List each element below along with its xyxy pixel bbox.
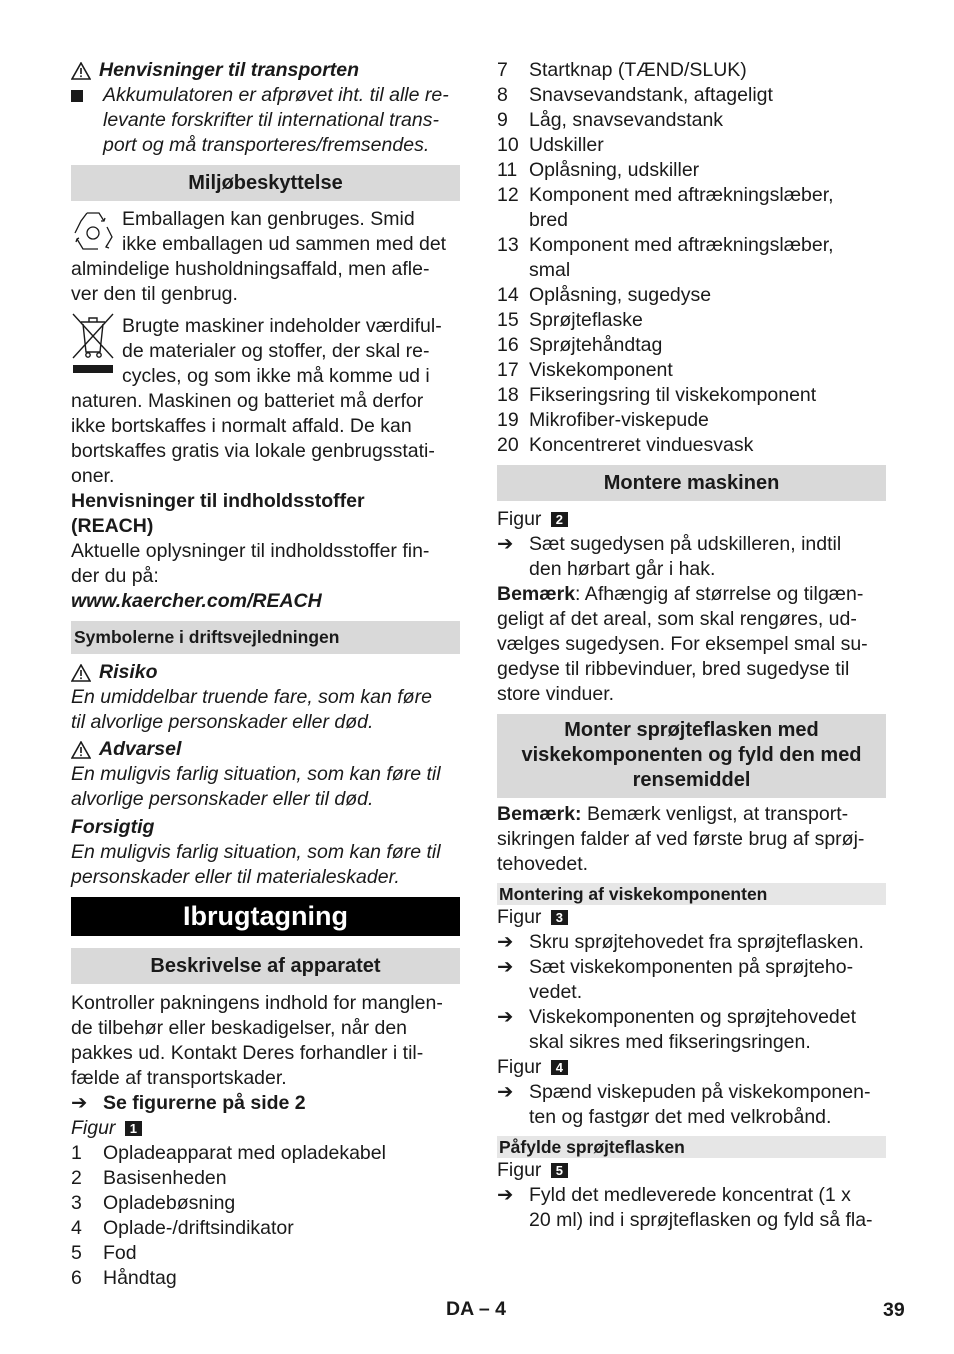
item-text: bred	[529, 209, 569, 231]
text-line: Akkumulatoren er afprøvet iht. til alle re-	[103, 84, 449, 106]
figure-number-badge: 1	[125, 1121, 142, 1136]
list-item	[71, 1216, 460, 1241]
item-text: Håndtag	[103, 1267, 177, 1289]
list-item	[71, 1241, 460, 1266]
transport-heading	[71, 58, 460, 83]
text-line: der du på:	[71, 565, 159, 587]
figure-label: Figur	[497, 906, 542, 928]
right-column	[497, 58, 886, 1233]
text-line: personskader eller til materialeskader.	[71, 866, 400, 888]
caution-heading: Forsigtig	[71, 816, 155, 838]
text-line: gedyse til ribbevinduer, bred sugedyse til	[497, 658, 850, 680]
text-line: pakkes ud. Kontakt Deres forhandler i til-	[71, 1042, 424, 1064]
text-line: ten og fastgør det med velkrobånd.	[529, 1106, 832, 1128]
text-line: En muligvis farlig situation, som kan føre til	[71, 763, 441, 785]
heading-line: viskekomponenten og fyld den med	[521, 744, 862, 766]
text-line: Viskekomponenten og sprøjtehovedet	[529, 1006, 857, 1028]
text-line: almindelige husholdningsaffald, men afle-	[71, 258, 430, 280]
list-item	[497, 133, 886, 158]
text-line: naturen. Maskinen og batteriet må derfor	[71, 390, 424, 412]
page-number: 39	[883, 1299, 905, 1321]
heading-line: Monter sprøjteflasken med	[564, 719, 819, 741]
figure-label: Figur	[497, 508, 542, 530]
reach-link[interactable]: www.kaercher.com/REACH	[71, 590, 322, 612]
figure-number-badge: 2	[551, 512, 568, 527]
list-item	[497, 308, 886, 333]
note-label: Bemærk	[497, 583, 576, 605]
see-figures-text: Se figurerne på side 2	[103, 1092, 306, 1114]
text-line: sikringen falder af ved første brug af sprøj-	[497, 828, 865, 850]
item-number: 3	[71, 1192, 82, 1214]
arrow-right-icon: ➔	[497, 533, 514, 555]
item-number: 19	[497, 409, 519, 431]
environment-heading: Miljøbeskyttelse	[71, 165, 460, 201]
arrow-right-icon: ➔	[497, 1006, 514, 1028]
list-item	[497, 383, 886, 408]
item-text: Opladeapparat med opladekabel	[103, 1142, 386, 1164]
item-number: 20	[497, 434, 519, 456]
parts-list-continued	[497, 58, 886, 458]
text-line: Kontroller pakningens indhold for manglen-	[71, 992, 443, 1014]
packaging-paragraph	[71, 207, 460, 307]
text-line: ikke bortskaffes i normalt affald. De kan	[71, 415, 412, 437]
text-line: levante forskrifter til international trans-	[103, 109, 439, 131]
heading-line: rensemiddel	[632, 769, 751, 791]
parts-list	[71, 1141, 460, 1291]
list-item	[71, 1166, 460, 1191]
text-line: Aktuelle oplysninger til indholdsstoffer fin-	[71, 540, 430, 562]
item-number: 9	[497, 109, 508, 131]
mount-heading: Montere maskinen	[497, 465, 886, 501]
text-line: Sæt viskekomponenten på sprøjteho-	[529, 956, 854, 978]
text-line: skal sikres med fikseringsringen.	[529, 1031, 811, 1053]
list-item	[497, 83, 886, 108]
reach-heading: Henvisninger til indholdsstoffer	[71, 490, 365, 512]
list-item	[497, 333, 886, 358]
text-line: 20 ml) ind i sprøjteflasken og fyld så fla-	[529, 1209, 873, 1231]
crossed-bin-icon	[71, 312, 115, 376]
item-number: 6	[71, 1267, 82, 1289]
item-text: Basisenheden	[103, 1167, 227, 1189]
text-line: : Afhængig af størrelse og tilgæn-	[575, 583, 864, 605]
list-item	[71, 1266, 460, 1291]
list-item	[497, 433, 886, 458]
item-number: 2	[71, 1167, 82, 1189]
wipe-component-heading: Montering af viskekomponenten	[497, 883, 886, 905]
transport-bullet	[71, 83, 460, 158]
text-line: tehovedet.	[497, 853, 589, 875]
text-line: Spænd viskepuden på viskekomponen-	[529, 1081, 871, 1103]
text-line: En muligvis farlig situation, som kan føre til	[71, 841, 441, 863]
arrow-right-icon: ➔	[497, 956, 514, 978]
text-line: geligt af det areal, som skal rengøres, ud-	[497, 608, 857, 630]
item-text: Oplade-/driftsindikator	[103, 1217, 294, 1239]
item-text: Viskekomponent	[529, 359, 673, 381]
disposal-paragraph	[71, 314, 460, 489]
item-number: 8	[497, 84, 508, 106]
list-item	[71, 1191, 460, 1216]
text-line: ver den til genbrug.	[71, 283, 238, 305]
warning-triangle-icon	[71, 62, 91, 80]
list-item	[497, 283, 886, 308]
symbols-heading: Symbolerne i driftsvejledningen	[71, 621, 460, 654]
item-number: 11	[497, 159, 518, 181]
item-number: 12	[497, 184, 519, 206]
figure-label: Figur	[71, 1117, 116, 1139]
text-line: vælges sugedysen. For eksempel smal su-	[497, 633, 868, 655]
text-line: Brugte maskiner indeholder værdiful-	[122, 315, 442, 337]
arrow-right-icon: ➔	[497, 931, 514, 953]
text-line: Bemærk venligst, at transport-	[581, 803, 849, 825]
transport-heading-text: Henvisninger til transporten	[99, 59, 360, 81]
item-text: Oplåsning, udskiller	[529, 159, 700, 181]
instruction-step	[497, 930, 886, 955]
list-item	[71, 1141, 460, 1166]
text-line: fælde af transportskader.	[71, 1067, 287, 1089]
item-number: 13	[497, 234, 519, 256]
item-text: Fikseringsring til viskekomponent	[529, 384, 817, 406]
item-number: 10	[497, 134, 519, 156]
text-line: de materialer og stoffer, der skal re-	[122, 340, 430, 362]
text-line: vedet.	[529, 981, 583, 1003]
text-line: En umiddelbar truende fare, som kan føre	[71, 686, 432, 708]
text-line: til alvorlige personskader eller død.	[71, 711, 374, 733]
figure-label: Figur	[497, 1056, 542, 1078]
figure-reference	[497, 1158, 886, 1183]
note-label: Bemærk:	[497, 803, 582, 825]
text-line: Fyld det medleverede koncentrat (1 x	[529, 1184, 851, 1206]
warning-triangle-icon	[71, 741, 91, 759]
item-number: 17	[497, 359, 519, 381]
item-number: 14	[497, 284, 519, 306]
text-line: oner.	[71, 465, 115, 487]
figure-number-badge: 5	[551, 1163, 568, 1178]
language-page-label: DA – 4	[446, 1298, 506, 1320]
instruction-step	[497, 1080, 886, 1130]
item-number: 7	[497, 59, 508, 81]
instruction-step	[497, 532, 886, 582]
note-paragraph	[497, 582, 886, 707]
reach-heading: (REACH)	[71, 515, 154, 537]
list-item	[497, 58, 886, 83]
instruction-step	[497, 1005, 886, 1055]
item-text: Låg, snavsevandstank	[529, 109, 724, 131]
figure-reference	[497, 905, 886, 930]
item-number: 4	[71, 1217, 82, 1239]
item-text: Koncentreret vinduesvask	[529, 434, 754, 456]
text-line: bortskaffes gratis via lokale genbrugsstati-	[71, 440, 435, 462]
chapter-heading: Ibrugtagning	[71, 897, 460, 936]
list-item	[497, 158, 886, 183]
item-text: Sprøjtehåndtag	[529, 334, 663, 356]
text-line: den hørbart går i hak.	[529, 558, 716, 580]
text-line: Skru sprøjtehovedet fra sprøjteflasken.	[529, 931, 864, 953]
text-line: alvorlige personskader eller til død.	[71, 788, 374, 810]
list-item	[497, 233, 886, 283]
note2-paragraph	[497, 802, 886, 877]
item-number: 1	[71, 1142, 82, 1164]
list-item	[497, 408, 886, 433]
arrow-right-icon: ➔	[497, 1081, 514, 1103]
description-heading: Beskrivelse af apparatet	[71, 948, 460, 984]
figure-reference	[71, 1116, 460, 1141]
risk-heading	[71, 660, 460, 685]
text-line: Emballagen kan genbruges. Smid	[122, 208, 415, 230]
text-line: port og må transporteres/fremsendes.	[103, 134, 430, 156]
left-column	[71, 58, 460, 1291]
text-line: Sæt sugedysen på udskilleren, indtil	[529, 533, 842, 555]
item-text: Opladebøsning	[103, 1192, 236, 1214]
arrow-right-icon: ➔	[497, 1184, 514, 1206]
figure-number-badge: 3	[551, 910, 568, 925]
figure-reference	[497, 1055, 886, 1080]
see-figures-step	[71, 1091, 460, 1116]
recycling-icon	[71, 209, 115, 253]
item-text: Komponent med aftrækningslæber,	[529, 234, 834, 256]
figure-reference	[497, 507, 886, 532]
item-number: 18	[497, 384, 519, 406]
item-text: Oplåsning, sugedyse	[529, 284, 712, 306]
warning-heading	[71, 737, 460, 762]
item-text: Udskiller	[529, 134, 604, 156]
figure-label: Figur	[497, 1159, 542, 1181]
list-item	[497, 183, 886, 233]
arrow-right-icon: ➔	[71, 1092, 88, 1114]
item-number: 5	[71, 1242, 82, 1264]
list-item	[497, 358, 886, 383]
square-bullet-icon	[71, 90, 83, 102]
warning-heading-text: Advarsel	[99, 738, 182, 760]
fill-bottle-heading: Påfylde sprøjteflasken	[497, 1136, 886, 1158]
text-line: ikke emballagen ud sammen med det	[122, 233, 447, 255]
spray-heading	[497, 714, 886, 798]
description-paragraph	[71, 991, 460, 1091]
figure-number-badge: 4	[551, 1060, 568, 1075]
text-line: store vinduer.	[497, 683, 615, 705]
text-line: cycles, og som ikke må komme ud i	[122, 365, 430, 387]
item-text: smal	[529, 259, 571, 281]
list-item	[497, 108, 886, 133]
item-text: Startknap (TÆND/SLUK)	[529, 59, 747, 81]
item-number: 15	[497, 309, 519, 331]
item-text: Mikrofiber-viskepude	[529, 409, 709, 431]
item-text: Sprøjteflaske	[529, 309, 643, 331]
item-number: 16	[497, 334, 519, 356]
item-text: Komponent med aftrækningslæber,	[529, 184, 834, 206]
warning-triangle-icon	[71, 664, 91, 682]
text-line: de tilbehør eller beskadigelser, når den	[71, 1017, 408, 1039]
item-text: Fod	[103, 1242, 137, 1264]
risk-heading-text: Risiko	[99, 661, 158, 683]
item-text: Snavsevandstank, aftageligt	[529, 84, 773, 106]
instruction-step	[497, 1183, 886, 1233]
instruction-step	[497, 955, 886, 1005]
